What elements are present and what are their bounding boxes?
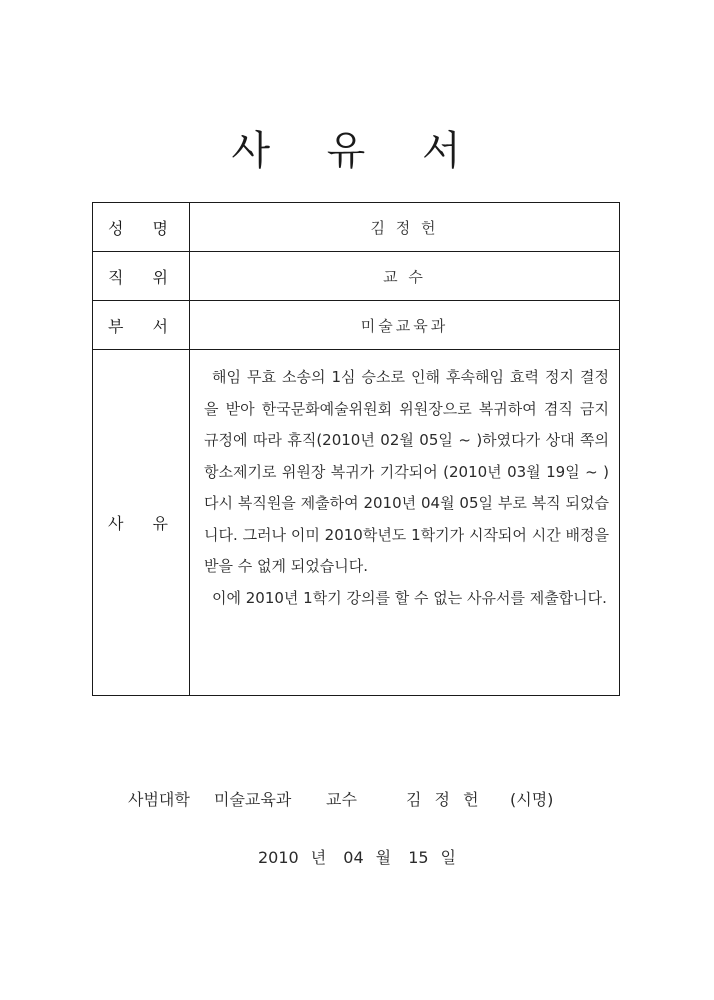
date-year: 2010 [257,848,299,867]
department-label: 부 서 [93,301,190,350]
signature-line [128,787,553,810]
position-row [93,252,620,301]
department-row [93,301,620,350]
reason-label: 사 유 [93,350,190,696]
signature-sign: (시명) [510,790,554,809]
date-day: 15 [408,848,429,867]
position-label: 직 위 [93,252,190,301]
signature-name: 김 정 헌 [406,790,483,809]
date-month: 04 [343,848,364,867]
position-value: 교 수 [190,252,620,301]
name-label: 성 명 [93,203,190,252]
reason-paragraph-2: 이에 2010년 1학기 강의를 할 수 없는 사유서를 제출합니다. [212,588,607,607]
date-day-unit: 일 [440,848,457,867]
department-value: 미술교육과 [190,301,620,350]
signature-department: 미술교육과 [214,790,292,809]
signature-position: 교수 [326,790,357,809]
name-value: 김 정 헌 [190,203,620,252]
name-row [93,203,620,252]
reason-form-table [92,202,620,696]
reason-paragraph-1: 해임 무효 소송의 1심 승소로 인해 후속해임 효력 정지 결정을 받아 한국문화예술위원회 위원장으로 복귀하여 겸직 금지 규정에 따라 휴직(2010년 02월 05일 ~ )하였다가 상대 쪽의 항소제기로 위원장 복귀가 기각되어 (2010년 03월 19일 ~ ) 다시 복직원을 제출하여 2010년 04월 05일 부로 복직 되었습니다. 그러나 이미 2010학년도 1학기가 시작되어 시간 배정을 받을 수 없게 되었습니다. [204,368,609,575]
document-title: 사 유 서 [231,127,483,174]
document-date [0,845,714,868]
date-month-unit: 월 [375,848,392,867]
date-year-unit: 년 [310,848,327,867]
reason-row [93,350,620,696]
reason-body [190,350,620,696]
signature-college: 사범대학 [128,790,190,809]
